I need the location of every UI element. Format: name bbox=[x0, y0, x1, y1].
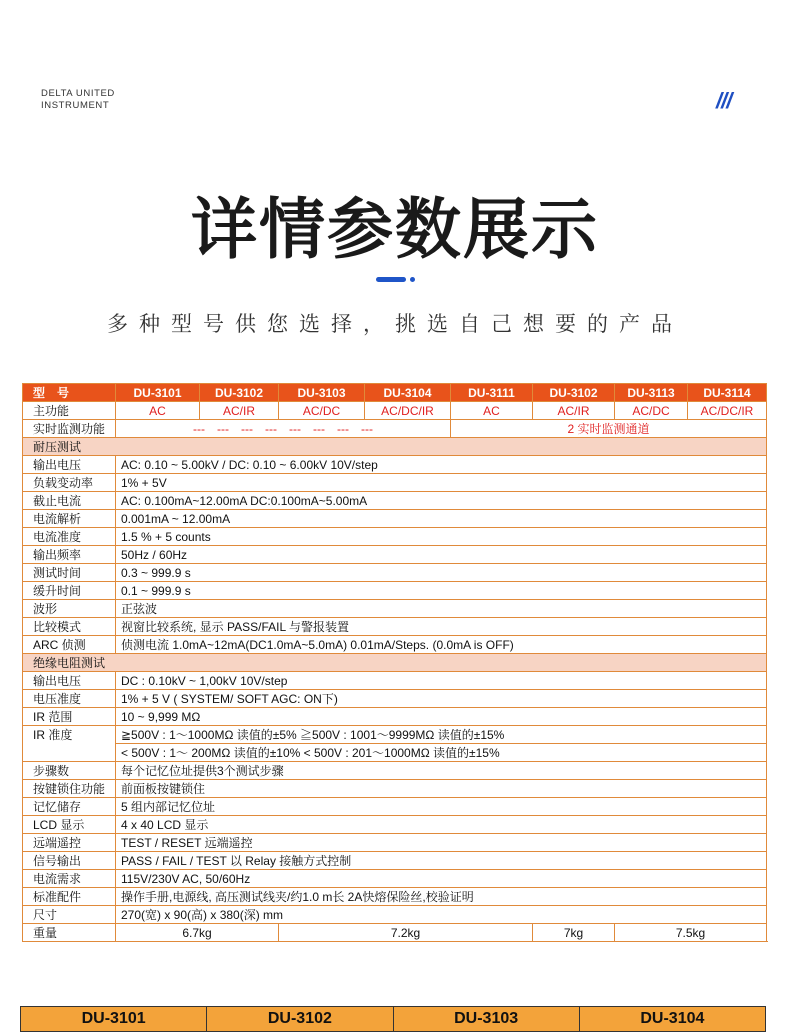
spec-row bbox=[23, 834, 767, 852]
spec-label: 标准配件 bbox=[23, 888, 116, 906]
spec-label: 远端遥控 bbox=[23, 834, 116, 852]
function-row bbox=[23, 402, 767, 420]
spec-table bbox=[22, 383, 767, 942]
model-cell: DU-3102 bbox=[533, 384, 615, 402]
function-cell: AC/DC bbox=[279, 402, 365, 420]
spec-row bbox=[23, 798, 767, 816]
spec-row bbox=[23, 528, 767, 546]
spec-label: IR 范围 bbox=[23, 708, 116, 726]
spec-value: 4 x 40 LCD 显示 bbox=[116, 816, 767, 834]
spec-label: 记忆储存 bbox=[23, 798, 116, 816]
section-title: 绝缘电阻测试 bbox=[23, 654, 767, 672]
spec-value: ≧500V : 1～1000MΩ 读值的±5% ≧500V : 1001～9999MΩ 读值的±15% bbox=[116, 726, 767, 744]
model-cell: DU-3113 bbox=[615, 384, 688, 402]
monitor-label: 实时监测功能 bbox=[23, 420, 116, 438]
spec-label: 缓升时间 bbox=[23, 582, 116, 600]
spec-value: 10 ~ 9,999 MΩ bbox=[116, 708, 767, 726]
spec-row bbox=[23, 564, 767, 582]
model-cell: DU-3101 bbox=[116, 384, 200, 402]
spec-row bbox=[23, 546, 767, 564]
function-cell: AC/DC bbox=[615, 402, 688, 420]
spec-value: PASS / FAIL / TEST 以 Relay 接触方式控制 bbox=[116, 852, 767, 870]
spec-label: 负载变动率 bbox=[23, 474, 116, 492]
weight-cell: 7.5kg bbox=[615, 924, 767, 942]
page-subtitle: 多种型号供您选择，挑选自己想要的产品 bbox=[107, 312, 683, 336]
spec-value: AC: 0.100mA~12.00mA DC:0.100mA~5.00mA bbox=[116, 492, 767, 510]
brand-slash-icon: /// bbox=[716, 88, 732, 113]
spec-value: 视窗比较系统, 显示 PASS/FAIL 与警报装置 bbox=[116, 618, 767, 636]
spec-row bbox=[23, 906, 767, 924]
monitor-row bbox=[23, 420, 767, 438]
model-cell: DU-3111 bbox=[451, 384, 533, 402]
spec-label: 波形 bbox=[23, 600, 116, 618]
brand-line-1: DELTA UNITED bbox=[41, 88, 115, 99]
spec-label: 输出电压 bbox=[23, 672, 116, 690]
spec-value: 115V/230V AC, 50/60Hz bbox=[116, 870, 767, 888]
weight-cell: 6.7kg bbox=[116, 924, 279, 942]
spec-label: 电流解析 bbox=[23, 510, 116, 528]
spec-row bbox=[23, 456, 767, 474]
spec-value: 操作手册,电源线, 高压测试线夹/约1.0 m长 2A快熔保险丝,校验证明 bbox=[116, 888, 767, 906]
spec-row bbox=[23, 672, 767, 690]
spec-row bbox=[23, 780, 767, 798]
spec-value: TEST / RESET 远端遥控 bbox=[116, 834, 767, 852]
spec-label: 尺寸 bbox=[23, 906, 116, 924]
model-cell: DU-3103 bbox=[279, 384, 365, 402]
function-cell: AC/DC/IR bbox=[688, 402, 767, 420]
spec-value: 0.001mA ~ 12.00mA bbox=[116, 510, 767, 528]
spec-row bbox=[23, 492, 767, 510]
spec-value: 270(宽) x 90(高) x 380(深) mm bbox=[116, 906, 767, 924]
bottom-model-cell: DU-3103 bbox=[393, 1007, 579, 1032]
spec-label: ARC 侦测 bbox=[23, 636, 116, 654]
spec-label: 按键锁住功能 bbox=[23, 780, 116, 798]
spec-value: 前面板按键锁住 bbox=[116, 780, 767, 798]
bottom-model-header bbox=[20, 1006, 766, 1032]
weight-cell: 7kg bbox=[533, 924, 615, 942]
title-underline-dot bbox=[410, 277, 415, 282]
spec-label: 信号输出 bbox=[23, 852, 116, 870]
spec-value: AC: 0.10 ~ 5.00kV / DC: 0.10 ~ 6.00kV 10V/step bbox=[116, 456, 767, 474]
spec-value: 1% + 5V bbox=[116, 474, 767, 492]
spec-row bbox=[23, 510, 767, 528]
spec-row bbox=[23, 870, 767, 888]
model-cell: DU-3114 bbox=[688, 384, 767, 402]
spec-row bbox=[23, 618, 767, 636]
brand-name bbox=[41, 88, 115, 112]
spec-value: 0.1 ~ 999.9 s bbox=[116, 582, 767, 600]
section-header-insulation bbox=[23, 654, 767, 672]
spec-row bbox=[23, 600, 767, 618]
bottom-model-cell: DU-3101 bbox=[21, 1007, 207, 1032]
spec-label: 电流准度 bbox=[23, 528, 116, 546]
spec-label: 电流需求 bbox=[23, 870, 116, 888]
spec-row bbox=[23, 744, 767, 762]
bottom-model-cell: DU-3102 bbox=[207, 1007, 393, 1032]
weight-row bbox=[23, 924, 767, 942]
model-cell: DU-3102 bbox=[200, 384, 279, 402]
function-cell: AC/IR bbox=[533, 402, 615, 420]
spec-row bbox=[23, 708, 767, 726]
spec-row bbox=[23, 690, 767, 708]
spec-row bbox=[23, 474, 767, 492]
spec-value: 1.5 % + 5 counts bbox=[116, 528, 767, 546]
spec-label: 步骤数 bbox=[23, 762, 116, 780]
bottom-model-cell: DU-3104 bbox=[579, 1007, 765, 1032]
spec-value: 1% + 5 V ( SYSTEM/ SOFT AGC: ON下) bbox=[116, 690, 767, 708]
spec-label: LCD 显示 bbox=[23, 816, 116, 834]
spec-label: 比较模式 bbox=[23, 618, 116, 636]
section-header-withstand bbox=[23, 438, 767, 456]
weight-label: 重量 bbox=[23, 924, 116, 942]
spec-row bbox=[23, 852, 767, 870]
spec-value: 50Hz / 60Hz bbox=[116, 546, 767, 564]
spec-value: DC : 0.10kV ~ 1,00kV 10V/step bbox=[116, 672, 767, 690]
title-underline-decoration bbox=[376, 277, 406, 282]
function-cell: AC bbox=[116, 402, 200, 420]
monitor-none-cell: --- --- --- --- --- --- --- --- bbox=[116, 420, 451, 438]
spec-row bbox=[23, 888, 767, 906]
spec-label: 测试时间 bbox=[23, 564, 116, 582]
function-cell: AC/IR bbox=[200, 402, 279, 420]
monitor-channels-cell: 2 实时监测通道 bbox=[451, 420, 767, 438]
model-header-row bbox=[23, 384, 767, 402]
spec-label: 截止电流 bbox=[23, 492, 116, 510]
spec-label: 电压准度 bbox=[23, 690, 116, 708]
spec-value: 侦测电流 1.0mA~12mA(DC1.0mA~5.0mA) 0.01mA/Steps. (0.0mA is OFF) bbox=[116, 636, 767, 654]
weight-cell: 7.2kg bbox=[279, 924, 533, 942]
section-title: 耐压测试 bbox=[23, 438, 767, 456]
brand-line-2: INSTRUMENT bbox=[41, 100, 110, 111]
function-cell: AC/DC/IR bbox=[365, 402, 451, 420]
spec-label: IR 准度 bbox=[23, 726, 116, 762]
spec-value: 0.3 ~ 999.9 s bbox=[116, 564, 767, 582]
model-label: 型 号 bbox=[23, 384, 116, 402]
function-label: 主功能 bbox=[23, 402, 116, 420]
spec-row bbox=[23, 726, 767, 744]
spec-row bbox=[23, 762, 767, 780]
function-cell: AC bbox=[451, 402, 533, 420]
spec-row bbox=[23, 582, 767, 600]
spec-row bbox=[23, 816, 767, 834]
page-title: 详情参数展示 bbox=[191, 191, 599, 268]
spec-value: 正弦波 bbox=[116, 600, 767, 618]
model-cell: DU-3104 bbox=[365, 384, 451, 402]
spec-row bbox=[23, 636, 767, 654]
spec-label: 输出电压 bbox=[23, 456, 116, 474]
spec-value: 5 组内部记忆位址 bbox=[116, 798, 767, 816]
spec-value: 每个记忆位址提供3个测试步骤 bbox=[116, 762, 767, 780]
spec-label: 输出频率 bbox=[23, 546, 116, 564]
spec-value: < 500V : 1～ 200MΩ 读值的±10% < 500V : 201～1000MΩ 读值的±15% bbox=[116, 744, 767, 762]
